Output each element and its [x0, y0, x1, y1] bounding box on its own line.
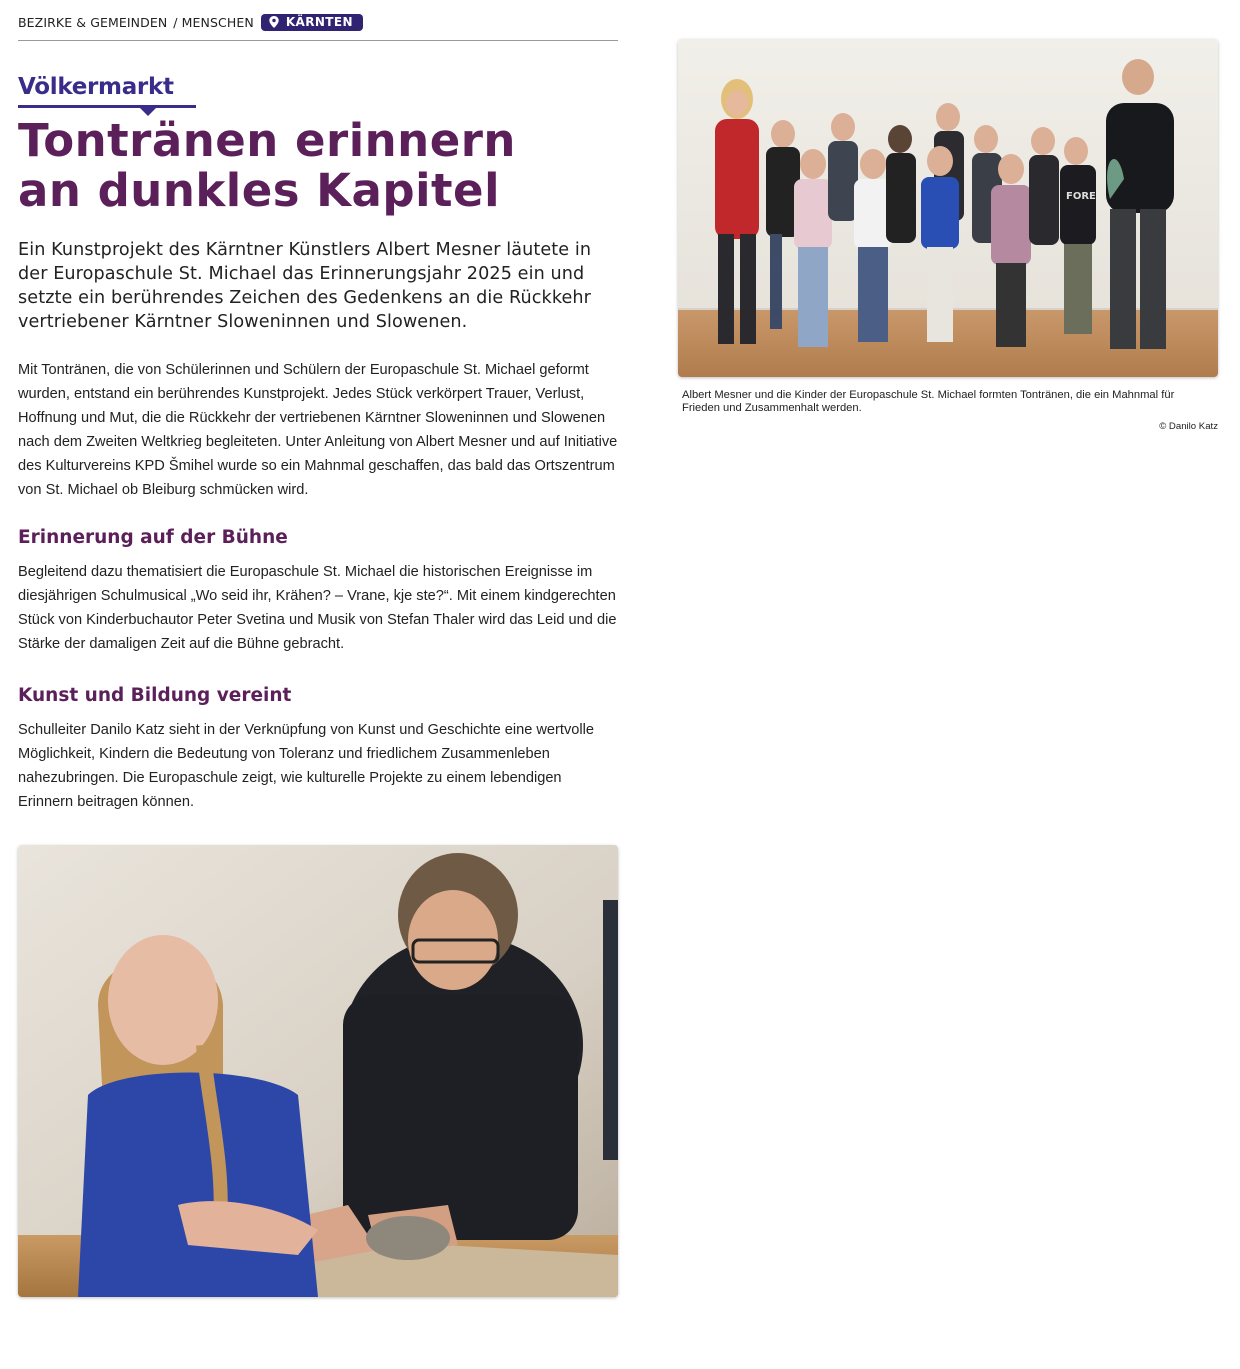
photo-clay-work: [18, 845, 618, 1297]
photo-group[interactable]: [678, 39, 1218, 377]
photo-credit: © Danilo Katz: [1159, 421, 1218, 432]
headline-line-1: Tontränen erinnern: [18, 114, 516, 167]
breadcrumb-bezirke[interactable]: BEZIRKE & GEMEINDEN: [18, 14, 168, 30]
district-underline: [18, 103, 196, 117]
shirt-text: FORE: [1066, 191, 1096, 202]
photo-artist-with-girl[interactable]: [18, 845, 618, 1297]
article-column: [18, 0, 618, 1297]
location-pin-icon: [269, 16, 279, 28]
photo-caption: Albert Mesner und die Kinder der Europaschule St. Michael formten Tontränen, die ein Mahnmal für Frieden und Zusammenhalt werden.: [682, 389, 1175, 414]
region-label: KÄRNTEN: [285, 15, 353, 29]
media-column: [678, 39, 1218, 432]
headline-line-2: an dunkles Kapitel: [18, 164, 501, 217]
district-tag[interactable]: [18, 73, 174, 101]
region-badge[interactable]: [261, 14, 363, 31]
breadcrumb-menschen[interactable]: / MENSCHEN: [173, 14, 254, 30]
paragraph-3: Schulleiter Danilo Katz sieht in der Verknüpfung von Kunst und Geschichte eine wertvolle Möglichkeit, Kindern die Bedeutung von Toleranz und friedlichem Zusammenleben nahezubringen. Die Europaschule zeigt, wie kulturelle Projekte zu einem lebendigen Erinnern beitragen können.: [18, 722, 594, 810]
paragraph-1: Mit Tontränen, die von Schülerinnen und Schülern der Europaschule St. Michael geformt wurden, entstand ein berührendes Kunstprojekt. Jedes Stück verkörpert Trauer, Verlust, Hoffnung und Mut, die die Rückkehr der vertriebenen Kärntner Sloweninnen und Slowenen nach dem Zweiten Weltkrieg begleiteten. Unter Anleitung von Albert Mesner und auf Initiative des Kulturvereins KPD Šmihel wurde so ein Mahnmal geschaffen, das bald das Ortszentrum von St. Michael ob Bleiburg schmücken wird.: [18, 362, 618, 498]
article-lead: Ein Kunstprojekt des Kärntner Künstlers Albert Mesner läutete in der Europaschule St. Michael das Erinnerungsjahr 2025 ein und setzte ein berührendes Zeichen des Gedenkens an die Rückkehr vertriebener Kärntner Sloweninnen und Slowenen.: [18, 240, 592, 332]
district-name: Völkermarkt: [18, 74, 174, 100]
photo-group-image: [678, 39, 1218, 377]
subheading-art-education: Kunst und Bildung vereint: [18, 685, 292, 706]
paragraph-2: Begleitend dazu thematisiert die Europaschule St. Michael die historischen Ereignisse im diesjährigen Schulmusical „Wo seid ihr, Krähen? – Vrane, kje ste?“. Mit einem kindgerechten Stück von Kinderbuchautor Peter Svetina und Musik von Stefan Thaler wird das Leid und die Stärke der damaligen Zeit auf die Bühne gebracht.: [18, 564, 617, 652]
breadcrumb: [18, 0, 618, 41]
subheading-stage: Erinnerung auf der Bühne: [18, 527, 288, 548]
article-headline: [18, 116, 618, 216]
